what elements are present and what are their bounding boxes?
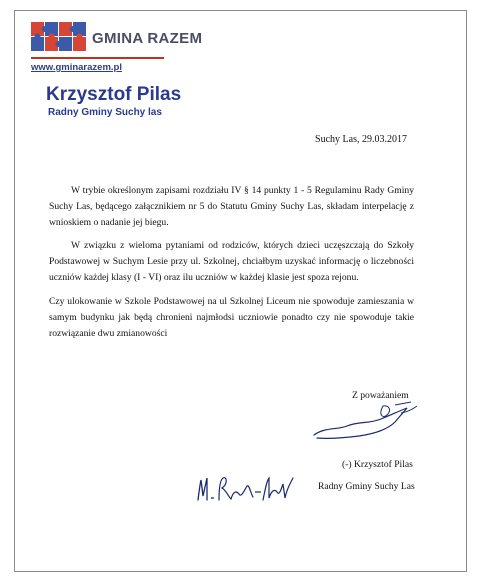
logo-text: GMINA RAZEM	[92, 30, 203, 47]
website-link[interactable]: www.gminarazem.pl	[31, 62, 122, 73]
puzzle-logo-icon	[31, 22, 87, 52]
signature-name: (-) Krzysztof Pilas	[342, 459, 413, 470]
signature-role: Radny Gminy Suchy Las	[318, 481, 415, 492]
paragraph-3: Czy ulokowanie w Szkole Podstawowej na ul Szkolnej Liceum nie spowoduje zamieszania w samym budynku jak będą chronieni najmłodsi uczniowie ponadto czy nie spowoduje takie rozwiązanie dwu zmianowości	[49, 296, 414, 339]
place-date: Suchy Las, 29.03.2017	[315, 134, 407, 145]
logo-underline	[31, 57, 164, 59]
author-name: Krzysztof Pilas	[46, 84, 182, 105]
handwritten-signature-left	[195, 474, 295, 506]
paragraph-2: W związku z wieloma pytaniami od rodziców, których dzieci uczęszczają do Szkoły Podstawowej w Suchym Lesie przy ul. Szkolnej, chciałbym uzyskać informację o liczebności uczniów każdej klasy (I - VI) oraz ilu uczniów w każdej klasie jest spoza rejonu.	[49, 240, 414, 283]
closing-greeting: Z poważaniem	[352, 390, 409, 401]
author-role: Radny Gminy Suchy las	[48, 107, 162, 118]
paragraph-1: W trybie określonym zapisami rozdziału IV § 14 punkty 1 - 5 Regulaminu Rady Gminy Suchy Las, będącego załącznikiem nr 5 do Statutu Gminy Suchy Las, składam interpelację z wnioskiem o nadanie jej biegu.	[49, 185, 414, 228]
handwritten-signature-right	[311, 399, 421, 444]
gmina-razem-logo	[31, 20, 201, 58]
